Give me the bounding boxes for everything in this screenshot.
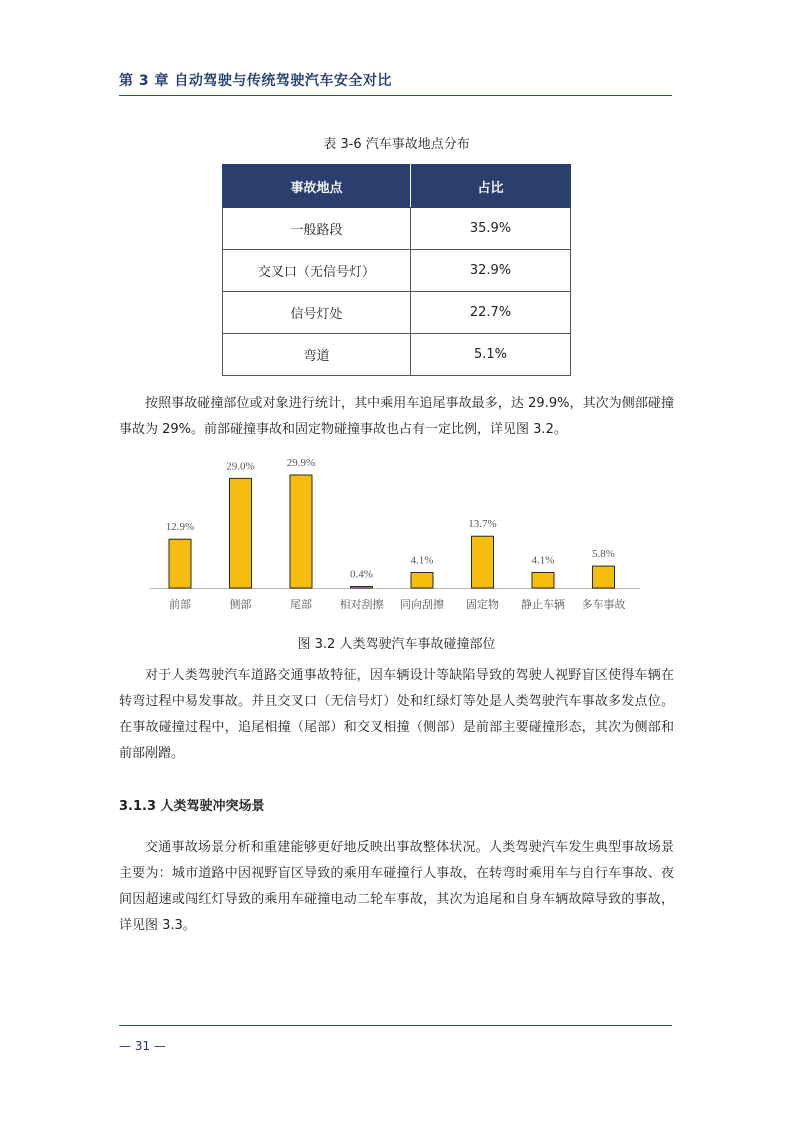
table-cell-location: 信号灯处: [223, 292, 411, 334]
table-cell-share: 32.9%: [411, 250, 571, 292]
bar-value-label: 29.0%: [226, 460, 255, 473]
chart-bar: [230, 478, 252, 588]
chart-bar: [411, 573, 433, 588]
x-tick-label: 前部: [169, 599, 191, 611]
x-tick-label: 多车事故: [581, 599, 626, 611]
collision-position-bar-chart: [150, 450, 640, 618]
page-number: — 31 —: [119, 1039, 166, 1053]
running-header-title: 第 3 章 自动驾驶与传统驾驶汽车安全对比: [119, 73, 392, 89]
table-row: [223, 250, 571, 292]
table-cell-location: 交叉口（无信号灯）: [223, 250, 411, 292]
table-header-share: 占比: [411, 165, 571, 208]
table-cell-share: 22.7%: [411, 292, 571, 334]
section-heading: 3.1.3 人类驾驶冲突场景: [119, 799, 265, 814]
bar-value-label: 29.9%: [286, 457, 316, 469]
table-caption: 表 3-6 汽车事故地点分布: [323, 137, 470, 152]
chart-bar: [593, 566, 615, 588]
header-rule: [119, 95, 672, 96]
bar-value-label: 4.1%: [410, 554, 434, 567]
accident-location-table: [222, 164, 571, 376]
x-tick-label: 同向刮擦: [400, 599, 444, 611]
table-cell-location: 一般路段: [223, 208, 411, 250]
chart-bar: [472, 536, 494, 588]
table-cell-location: 弯道: [223, 334, 411, 376]
bar-value-label: 12.9%: [165, 521, 195, 534]
bar-value-label: 0.4%: [350, 568, 373, 581]
table-row: [223, 208, 571, 250]
paragraph-collision-stats: 按照事故碰撞部位或对象进行统计，其中乘用车追尾事故最多，达 29.9%，其次为侧部碰撞事故为 29%。前部碰撞事故和固定物碰撞事故也占有一定比例，详见图 3.2。: [119, 396, 674, 437]
table-row: [223, 334, 571, 376]
bar-value-label: 4.1%: [531, 554, 555, 567]
chart-bar: [532, 573, 554, 588]
x-tick-label: 静止车辆: [521, 599, 565, 611]
table-cell-share: 35.9%: [411, 208, 571, 250]
table-cell-share: 5.1%: [411, 334, 571, 376]
bar-value-label: 5.8%: [592, 548, 615, 561]
table-row: [223, 292, 571, 334]
chart-bar: [290, 475, 312, 588]
chart-bar: [169, 539, 191, 588]
x-tick-label: 侧部: [229, 599, 252, 611]
footer-rule: [119, 1025, 672, 1026]
x-tick-label: 尾部: [290, 599, 312, 611]
x-tick-label: 相对刮擦: [339, 599, 384, 611]
bar-value-label: 13.7%: [468, 518, 497, 531]
paragraph-accident-features: 对于人类驾驶汽车道路交通事故特征，因车辆设计等缺陷导致的驾驶人视野盲区使得车辆在转弯过程中易发事故。并且交叉口（无信号灯）处和红绿灯等处是人类驾驶汽车事故多发点位。在事故碰撞过程中，追尾相撞（尾部）和交叉相撞（侧部）是前部主要碰撞形态，其次为侧部和前部剐蹭。: [119, 668, 674, 761]
table-header-row: [223, 165, 571, 208]
x-tick-label: 固定物: [466, 599, 499, 611]
figure-caption: 图 3.2 人类驾驶汽车事故碰撞部位: [297, 637, 496, 652]
paragraph-conflict-scenarios: 交通事故场景分析和重建能够更好地反映出事故整体状况。人类驾驶汽车发生典型事故场景主要为：城市道路中因视野盲区导致的乘用车碰撞行人事故，在转弯时乘用车与自行车事故、夜间因超速或闯红灯导致的乘用车碰撞电动二轮车事故，其次为追尾和自身车辆故障导致的事故，详见图 3.3。: [119, 840, 674, 933]
chart-bar: [351, 586, 373, 588]
table-header-location: 事故地点: [223, 165, 411, 208]
